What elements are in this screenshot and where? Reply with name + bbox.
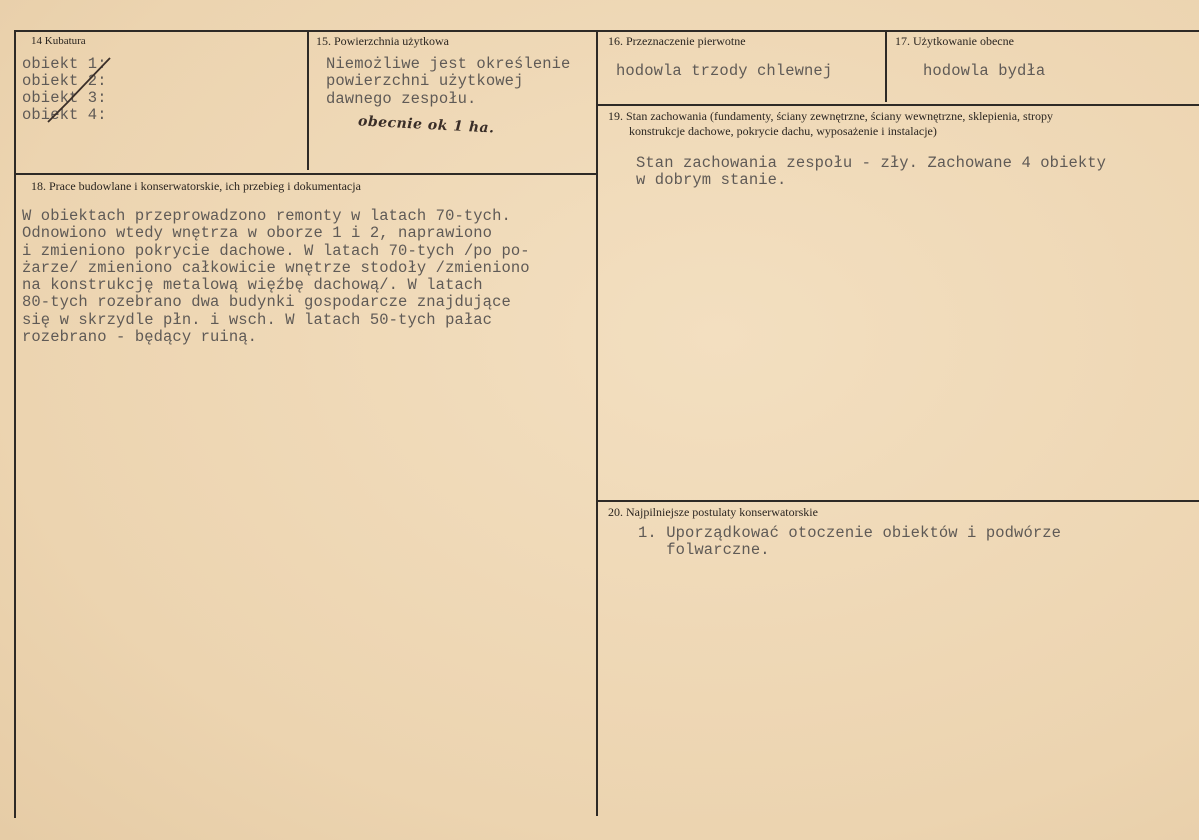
conservation-postulates-text: 1. Uporządkować otoczenie obiektów i podwórze folwarczne. xyxy=(638,524,1062,560)
rule-under-16-17 xyxy=(596,104,1199,106)
kubatura-line-2: obiekt 2: xyxy=(22,72,107,90)
rule-above-20 xyxy=(596,500,1199,502)
works-history-text: W obiektach przeprowadzono remonty w latach 70-tych. Odnowiono wtedy wnętrza w oborze 1 i 2, naprawiono i zmieniono pokrycie dachowe. W latach 70-tych /po po- żarze/ zmieniono całkowicie wnętrze stodoły /zmieniono na konstrukcję metalową więźbę dachową/. W latach 80-tych rozebrano dwa budynki gospodarcze znajdujące się w skrzydle płn. i wsch. W latach 50-tych pałac rozebrano - będący ruiną. xyxy=(22,207,530,347)
top-rule xyxy=(14,30,1199,32)
center-rule xyxy=(596,30,598,816)
section-17-label: 17. Użytkowanie obecne xyxy=(895,34,1014,48)
current-use-text: hodowla bydła xyxy=(923,62,1046,80)
original-purpose-text: hodowla trzody chlewnej xyxy=(616,62,833,80)
strike-through-mark xyxy=(40,54,120,126)
section-20-label: 20. Najpilniejsze postulaty konserwatorskie xyxy=(608,505,818,519)
section-14-label: 14 Kubatura xyxy=(31,35,86,47)
section-18-label: 18. Prace budowlane i konserwatorskie, ich przebieg i dokumentacja xyxy=(31,179,361,193)
kubatura-line-1: obiekt 1: xyxy=(22,55,107,73)
rule-above-18 xyxy=(14,173,598,175)
section-19-label-line-2: konstrukcje dachowe, pokrycie dachu, wyposażenie i instalacje) xyxy=(629,124,937,138)
divider-16-17 xyxy=(885,30,887,102)
divider-14-15 xyxy=(307,30,309,170)
section-16-label: 16. Przeznaczenie pierwotne xyxy=(608,34,746,48)
section-15-label: 15. Powierzchnia użytkowa xyxy=(316,34,449,48)
left-rule xyxy=(14,30,16,818)
usable-area-text: Niemożliwe jest określenie powierzchni użytkowej dawnego zespołu. xyxy=(326,55,571,108)
condition-text: Stan zachowania zespołu - zły. Zachowane 4 obiekty w dobrym stanie. xyxy=(636,154,1107,190)
handwritten-note: obecnie ok 1 ha. xyxy=(357,113,495,137)
section-19-label-line-1: 19. Stan zachowania (fundamenty, ściany zewnętrzne, ściany wewnętrzne, sklepienia, stropy xyxy=(608,109,1054,123)
kubatura-line-3: obiekt 3: xyxy=(22,89,107,107)
kubatura-line-4: obiekt 4: xyxy=(22,106,107,124)
